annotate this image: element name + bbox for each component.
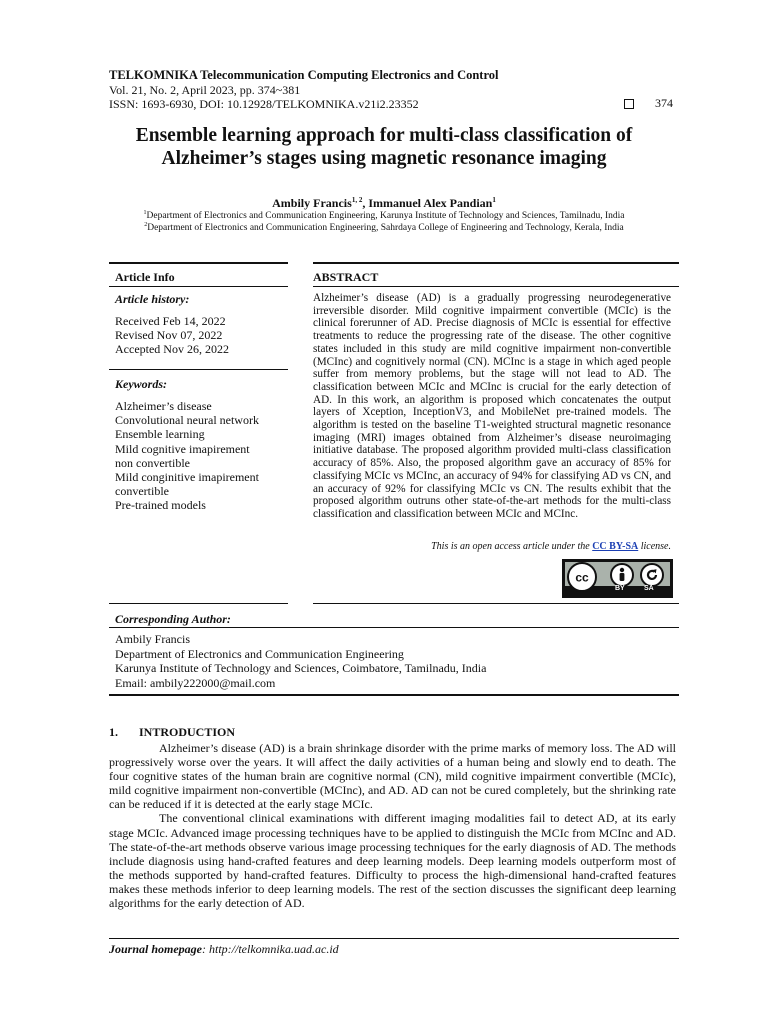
article-info-bottom-rule bbox=[109, 603, 288, 604]
article-info-top-rule bbox=[109, 262, 288, 264]
homepage-label: Journal homepage bbox=[109, 942, 203, 956]
affiliation-2: $^2$Department of Electronics and Communication Engineering, Sahrdaya College of Engineering and Technology, Kerala, India bbox=[144, 222, 624, 234]
author-list bbox=[109, 196, 659, 211]
cc-by-sa-link[interactable]: CC BY-SA bbox=[592, 541, 639, 552]
square-bullet-icon bbox=[624, 99, 634, 109]
abstract-body: Alzheimer’s disease (AD) is a gradually progressing neurodegenerative irreversible disorder. Mild cognitive impairment convertible (MCIc) is the clinical forerunner of AD. Precise diagnosis of MCIc is essential for effective treatments to reduce the progressing rate of the disease. The other cognitive states included in this study are mild cognitive impairment non-convertible (MCInc) and cognitively normal (CN). MCInc is a stage in which aged people suffer from memory problems, but the stage will not lead to AD. The classification between MCIc and MCInc is crucial for the early detection of AD. In this work, an algorithm is proposed which concatenates the output layers of Xception, InceptionV3, and MobileNet pre-trained models. The algorithm is tested on the baseline T1-weighted structural magnetic resonance imaging (MRI) images obtained from Alzheimer’s disease neuroimaging initiative database. The proposed algorithm provided multi-class classification accuracy of 85%. Also, the proposed algorithm gave an accuracy of 85% for classifying MCIc vs MCInc, an accuracy of 94% for classifying AD vs CN, and an accuracy of 92% for classifying MCIc vs CN. The results exhibit that the proposed algorithm outruns other state-of-the-art methods for the multi-class classification and classification between MCIc and MCInc. bbox=[313, 292, 671, 520]
revised-date: Revised Nov 07, 2022 bbox=[115, 328, 223, 342]
corresponding-author-block bbox=[115, 632, 486, 690]
corresponding-institution: Karunya Institute of Technology and Sciences, Coimbatore, Tamilnadu, India bbox=[115, 661, 487, 676]
corresponding-dept: Department of Electronics and Communication Engineering bbox=[115, 646, 404, 661]
footer-rule bbox=[109, 938, 679, 939]
volume-info: Vol. 21, No. 2, April 2023, pp. 374~381 bbox=[109, 83, 301, 97]
introduction-heading: 1. INTRODUCTION bbox=[109, 725, 236, 739]
keyword-item: Pre-trained models bbox=[115, 498, 206, 513]
license-note: This is an open access article under the CC BY-SA license. bbox=[431, 541, 671, 552]
title-line-1: Ensemble learning approach for multi-class classification of bbox=[135, 125, 633, 146]
intro-paragraph-2: The conventional clinical examinations with different imaging modalities fail to detect AD, at its early stage MCIc. Advanced image processing techniques have to be applied to distinguish the MCIc from MCInc and AD. The state-of-the-art methods observe various image processing techniques for the early diagnosis of AD. The methods include diagnosis using hand-crafted features and deep learning models. Deep learning models outperform most of the methods supported by hand-crafted features. Difficulty to process the high-dimensional hand-crafted features makes these methods inferior to deep learning models. The rest of the section discusses the significant deep learning algorithms for the early detection of AD. bbox=[109, 811, 676, 911]
share-alike-icon bbox=[640, 563, 664, 587]
badge-by-label: BY bbox=[615, 585, 625, 592]
abstract-bottom-rule bbox=[313, 603, 679, 604]
accepted-date: Accepted Nov 26, 2022 bbox=[115, 342, 229, 356]
keyword-item: convertible bbox=[115, 484, 169, 499]
keyword-list bbox=[115, 399, 259, 513]
corresponding-author-label: Corresponding Author: bbox=[115, 612, 231, 626]
title-line-2: Alzheimer’s stages using magnetic resonance imaging bbox=[161, 148, 607, 169]
author-separator: , bbox=[362, 196, 369, 210]
homepage-url[interactable]: http://telkomnika.uad.ac.id bbox=[209, 942, 339, 956]
keywords-label: Keywords: bbox=[115, 377, 167, 391]
svg-text:cc: cc bbox=[575, 570, 589, 585]
abstract-top-rule bbox=[313, 262, 679, 264]
article-history-label: Article history: bbox=[115, 292, 190, 306]
keyword-item: Convolutional neural network bbox=[115, 413, 259, 428]
journal-homepage: Journal homepage: http://telkomnika.uad.ac.id bbox=[109, 942, 339, 956]
keyword-item: non convertible bbox=[115, 455, 190, 470]
keyword-item: Ensemble learning bbox=[115, 427, 205, 442]
journal-name: TELKOMNIKA Telecommunication Computing Electronics and Control bbox=[109, 68, 499, 82]
article-info-divider bbox=[109, 286, 288, 287]
keyword-item: Mild conginitive imapirement bbox=[115, 470, 259, 485]
author-1-affil: 1, 2 bbox=[351, 196, 363, 204]
corresponding-divider bbox=[109, 627, 679, 628]
badge-sa-label: SA bbox=[644, 585, 654, 592]
keyword-item: Mild cognitive imapirement bbox=[115, 441, 250, 456]
paper-title bbox=[80, 124, 688, 170]
author-2: Immanuel Alex Pandian bbox=[368, 196, 493, 210]
issn-doi: ISSN: 1693-6930, DOI: 10.12928/TELKOMNIKA.v21i2.23352 bbox=[109, 97, 419, 111]
received-date: Received Feb 14, 2022 bbox=[115, 314, 226, 328]
cc-by-sa-badge[interactable] bbox=[562, 559, 673, 598]
intro-paragraph-1: Alzheimer’s disease (AD) is a brain shrinkage disorder with the prime marks of memory loss. The AD will progressively worse over the years. It will affect the daily activities of a human being and slowly end to death. The four cognitive states of the human brain are cognitive normal (CN), mild cognitive impairment convertible (MCIc), mild cognitive impairment non-convertible (MCInc), and AD. AD can not be cured completely, but the shrinking rate can be reduced if it is detected at the early stage MCIc. bbox=[109, 741, 676, 812]
author-1: Ambily Francis bbox=[272, 196, 352, 210]
attribution-person-icon bbox=[610, 563, 634, 587]
corresponding-email: Email: ambily222000@mail.com bbox=[115, 675, 276, 690]
keyword-item: Alzheimer’s disease bbox=[115, 399, 212, 413]
article-info-heading: Article Info bbox=[115, 270, 175, 284]
abstract-divider bbox=[313, 286, 679, 287]
affiliation-1: $^1$Department of Electronics and Communication Engineering, Karunya Institute of Technology and Sciences, Tamilnadu, India bbox=[143, 210, 625, 222]
introduction-body bbox=[109, 741, 676, 910]
page-number: 374 bbox=[655, 96, 673, 110]
corresponding-name: Ambily Francis bbox=[115, 632, 190, 646]
abstract-heading: ABSTRACT bbox=[313, 270, 379, 284]
author-2-affil: 1 bbox=[492, 196, 496, 204]
front-matter-bottom-rule bbox=[109, 694, 679, 696]
cc-logo-icon bbox=[567, 562, 597, 592]
keywords-divider bbox=[109, 369, 288, 370]
